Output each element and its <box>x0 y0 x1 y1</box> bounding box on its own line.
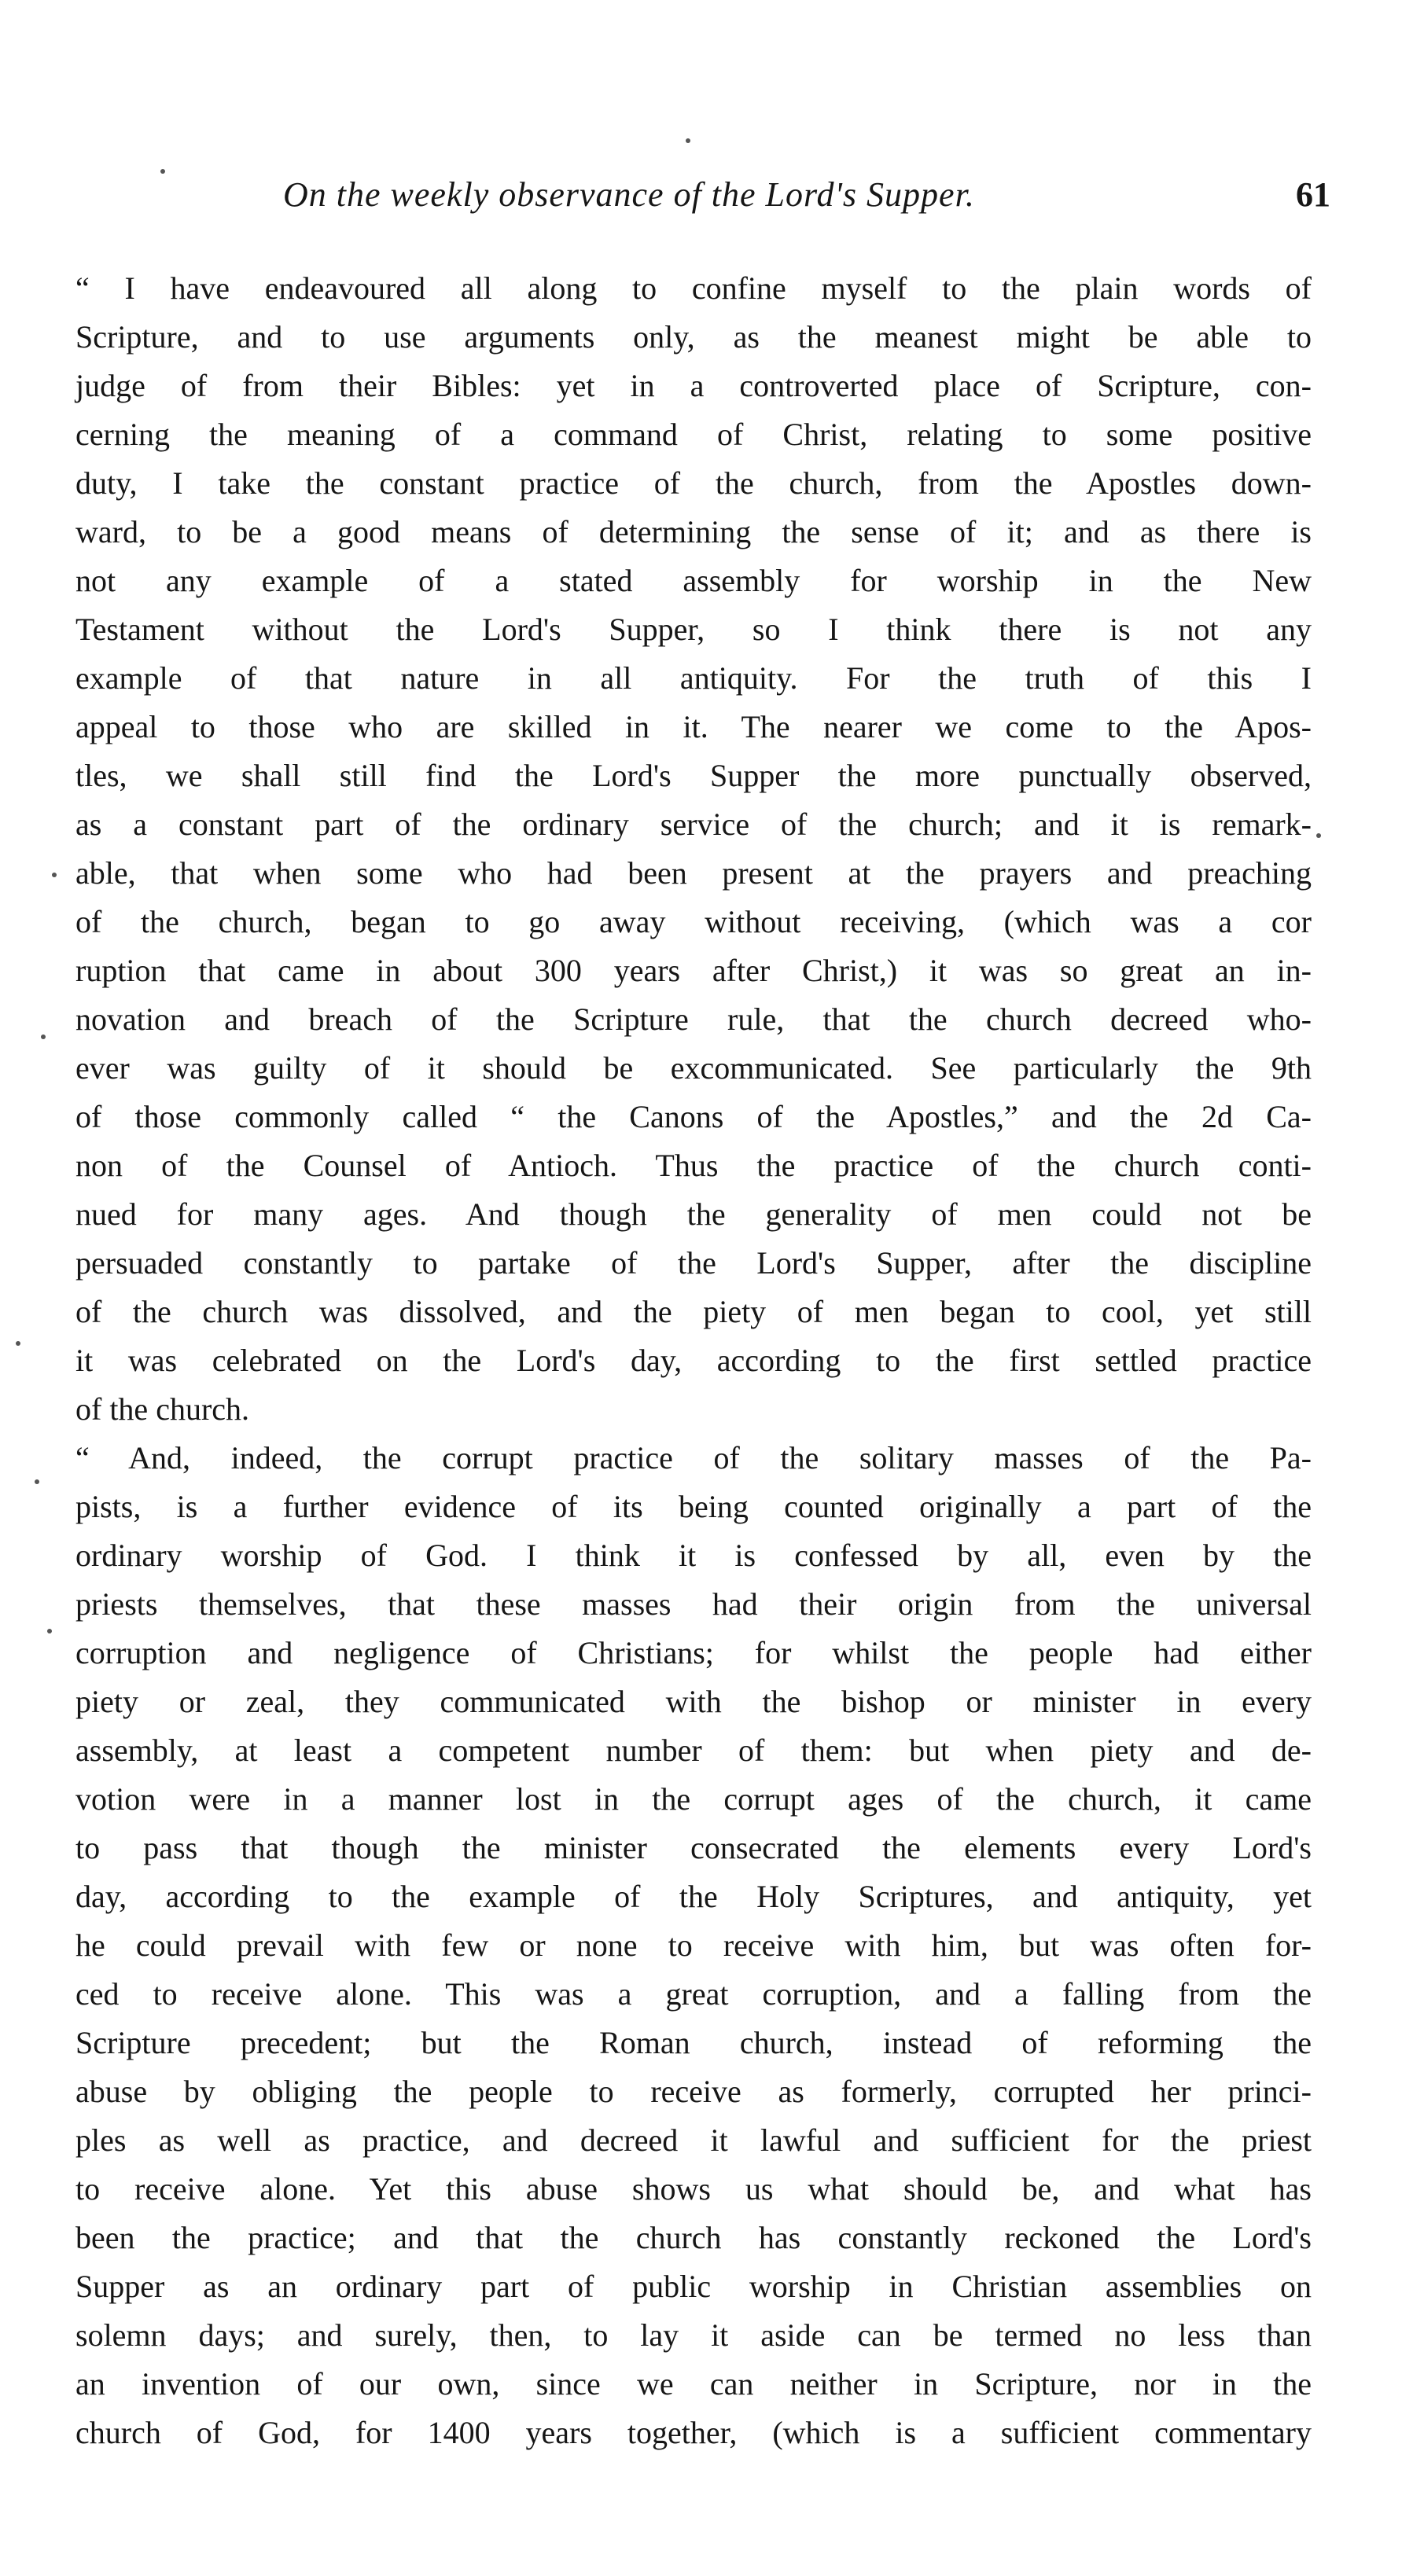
text-line: Supper as an ordinary part of public worship in Christian assemblies on <box>75 2269 1312 2304</box>
paragraph <box>75 1434 1312 2457</box>
text-line: an invention of our own, since we can neither in Scripture, nor in the <box>75 2366 1312 2401</box>
text-line: persuaded constantly to partake of the Lord's Supper, after the discipline <box>75 1245 1312 1281</box>
paragraph <box>75 264 1312 1434</box>
text-line: ever was guilty of it should be excommunicated. See particularly the 9th <box>75 1050 1312 1086</box>
text-line: “ I have endeavoured all along to confine myself to the plain words of <box>75 270 1312 306</box>
text-line: day, according to the example of the Holy Scriptures, and antiquity, yet <box>75 1879 1312 1914</box>
text-line: piety or zeal, they communicated with the bishop or minister in every <box>75 1684 1312 1719</box>
running-head <box>283 175 1345 222</box>
text-line: of the church was dissolved, and the piety of men began to cool, yet still <box>75 1294 1312 1329</box>
print-speck <box>52 873 57 877</box>
text-line: appeal to those who are skilled in it. The nearer we come to the Apos- <box>75 709 1312 744</box>
print-speck <box>160 169 165 174</box>
body-text <box>75 264 1312 2457</box>
text-line: cerning the meaning of a command of Christ, relating to some positive <box>75 417 1312 452</box>
text-line: votion were in a manner lost in the corrupt ages of the church, it came <box>75 1781 1312 1817</box>
text-line: abuse by obliging the people to receive as formerly, corrupted her princi- <box>75 2074 1312 2109</box>
text-line: Testament without the Lord's Supper, so I think there is not any <box>75 612 1312 647</box>
text-line: assembly, at least a competent number of them: but when piety and de- <box>75 1733 1312 1768</box>
text-line: solemn days; and surely, then, to lay it aside can be termed no less than <box>75 2317 1312 2353</box>
print-speck <box>686 138 690 143</box>
text-line: ced to receive alone. This was a great corruption, and a falling from the <box>75 1976 1312 2012</box>
text-line: as a constant part of the ordinary service of the church; and it is remark- <box>75 807 1312 842</box>
text-line: novation and breach of the Scripture rule, that the church decreed who- <box>75 1001 1312 1037</box>
text-line: “ And, indeed, the corrupt practice of the solitary masses of the Pa- <box>75 1440 1312 1475</box>
text-line: ruption that came in about 300 years after Christ,) it was so great an in- <box>75 953 1312 988</box>
text-line: ples as well as practice, and decreed it lawful and sufficient for the priest <box>75 2122 1312 2158</box>
text-line: duty, I take the constant practice of the church, from the Apostles down- <box>75 465 1312 501</box>
text-line: not any example of a stated assembly for worship in the New <box>75 563 1312 598</box>
text-line: corruption and negligence of Christians; for whilst the people had either <box>75 1635 1312 1670</box>
text-line: church of God, for 1400 years together, (which is a sufficient commentary <box>75 2415 1312 2450</box>
text-line: non of the Counsel of Antioch. Thus the practice of the church conti- <box>75 1148 1312 1183</box>
running-title: On the weekly observance of the Lord's Supper. <box>283 175 975 214</box>
text-line: judge of from their Bibles: yet in a controverted place of Scripture, con- <box>75 368 1312 403</box>
text-line: nued for many ages. And though the generality of men could not be <box>75 1196 1312 1232</box>
text-line: to receive alone. Yet this abuse shows us what should be, and what has <box>75 2171 1312 2207</box>
text-line: of those commonly called “ the Canons of the Apostles,” and the 2d Ca- <box>75 1099 1312 1134</box>
print-speck <box>41 1034 46 1039</box>
text-line: ordinary worship of God. I think it is confessed by all, even by the <box>75 1538 1312 1573</box>
text-line: Scripture precedent; but the Roman church, instead of reforming the <box>75 2025 1312 2060</box>
text-line: of the church. <box>75 1391 250 1427</box>
text-line: tles, we shall still find the Lord's Supper the more punctually observed, <box>75 758 1312 793</box>
text-line: of the church, began to go away without receiving, (which was a cor <box>75 904 1312 939</box>
print-speck <box>1316 833 1321 838</box>
text-line: Scripture, and to use arguments only, as the meanest might be able to <box>75 319 1312 355</box>
text-line: been the practice; and that the church has constantly reckoned the Lord's <box>75 2220 1312 2255</box>
text-line: pists, is a further evidence of its being counted originally a part of the <box>75 1489 1312 1524</box>
page-number: 61 <box>1296 175 1330 214</box>
print-speck <box>35 1479 39 1484</box>
print-speck <box>47 1629 52 1633</box>
text-line: priests themselves, that these masses had their origin from the universal <box>75 1586 1312 1622</box>
text-line: example of that nature in all antiquity. For the truth of this I <box>75 660 1312 696</box>
text-line: able, that when some who had been present at the prayers and preaching <box>75 855 1312 891</box>
text-line: ward, to be a good means of determining the sense of it; and as there is <box>75 514 1312 549</box>
text-line: to pass that though the minister consecrated the elements every Lord's <box>75 1830 1312 1865</box>
text-line: he could prevail with few or none to receive with him, but was often for- <box>75 1927 1312 1963</box>
print-speck <box>16 1341 20 1346</box>
text-line: it was celebrated on the Lord's day, according to the first settled practice <box>75 1343 1312 1378</box>
